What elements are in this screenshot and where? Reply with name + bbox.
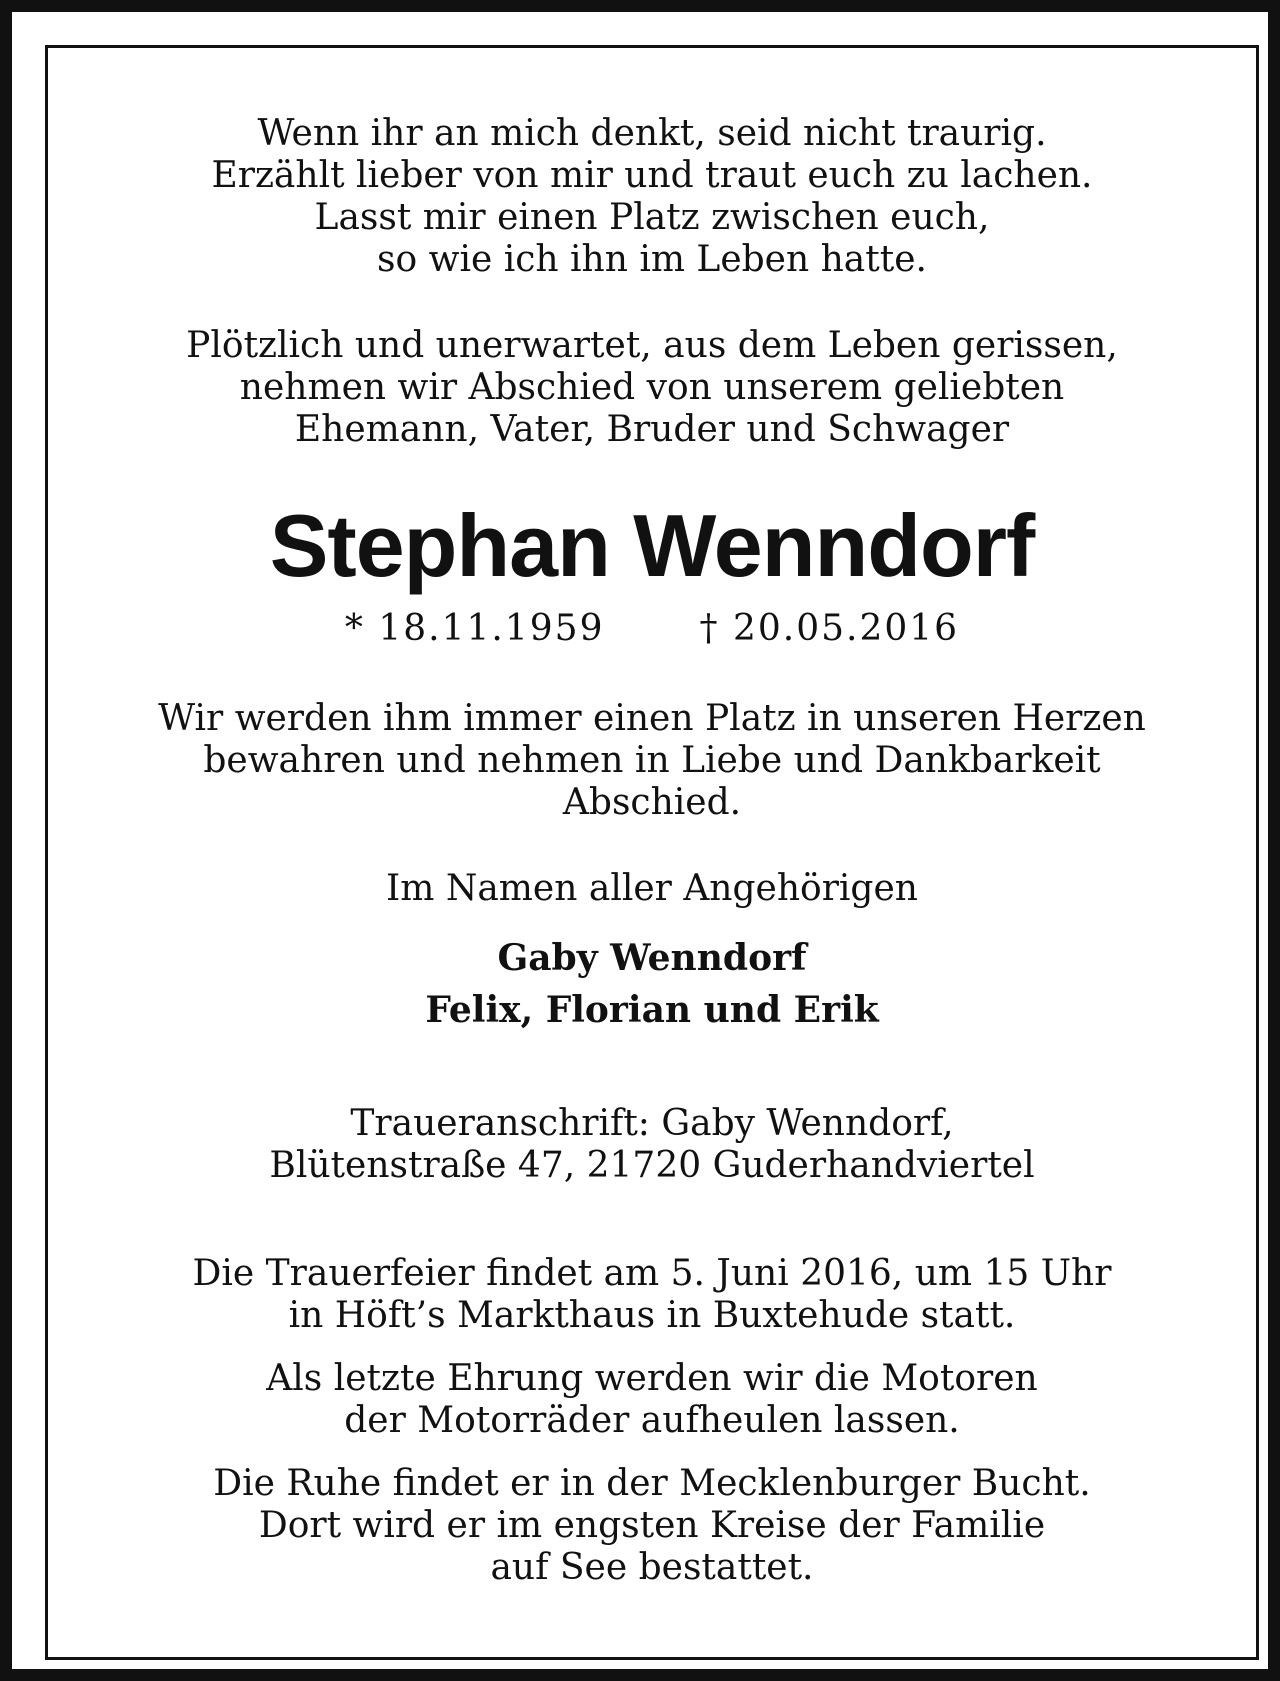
intro-block xyxy=(48,325,1256,451)
burial-line: Dort wird er im engsten Kreise der Familie xyxy=(258,1505,1046,1546)
burial-line: auf See bestattet. xyxy=(490,1547,814,1588)
honor-line: der Motorräder aufheulen lassen. xyxy=(344,1400,960,1441)
poem-block xyxy=(48,113,1256,281)
poem-line: Erzählt lieber von mir und traut euch zu lachen. xyxy=(211,155,1093,196)
intro-line: nehmen wir Abschied von unserem geliebten xyxy=(239,367,1065,408)
farewell-line: bewahren und nehmen in Liebe und Dankbarkeit xyxy=(203,740,1101,781)
birth-date: * 18.11.1959 xyxy=(344,608,605,649)
deceased-name: Stephan Wenndorf xyxy=(269,496,1035,595)
ceremony-line: in Höft’s Markthaus in Buxtehude statt. xyxy=(288,1295,1016,1336)
death-date: † 20.05.2016 xyxy=(699,608,960,649)
intro-line: Plötzlich und unerwartet, aus dem Leben gerissen, xyxy=(186,325,1118,366)
address-block xyxy=(48,1103,1256,1187)
poem-line: Lasst mir einen Platz zwischen euch, xyxy=(314,197,990,238)
on-behalf-text: Im Namen aller Angehörigen xyxy=(386,868,918,909)
mourner-line: Felix, Florian und Erik xyxy=(425,989,879,1031)
honor-line: Als letzte Ehrung werden wir die Motoren xyxy=(266,1358,1038,1399)
inner-border xyxy=(45,45,1259,1660)
ceremony-line: Die Trauerfeier findet am 5. Juni 2016, um 15 Uhr xyxy=(192,1253,1112,1294)
farewell-line: Wir werden ihm immer einen Platz in unseren Herzen xyxy=(158,698,1146,739)
farewell-line: Abschied. xyxy=(562,782,742,823)
burial-line: Die Ruhe findet er in der Mecklenburger Bucht. xyxy=(213,1463,1091,1504)
honor-block xyxy=(48,1358,1256,1442)
poem-line: Wenn ihr an mich denkt, seid nicht traurig. xyxy=(257,113,1047,154)
life-dates xyxy=(48,608,1256,650)
address-line: Traueranschrift: Gaby Wenndorf, xyxy=(350,1103,954,1144)
intro-line: Ehemann, Vater, Bruder und Schwager xyxy=(294,409,1010,450)
mourners-block xyxy=(48,932,1256,1036)
mourner-line: Gaby Wenndorf xyxy=(497,937,807,979)
poem-line: so wie ich ihn im Leben hatte. xyxy=(377,239,927,280)
farewell-block xyxy=(48,698,1256,824)
burial-block xyxy=(48,1463,1256,1589)
address-line: Blütenstraße 47, 21720 Guderhandviertel xyxy=(269,1145,1035,1186)
ceremony-block xyxy=(48,1253,1256,1337)
on-behalf-block xyxy=(48,868,1256,910)
